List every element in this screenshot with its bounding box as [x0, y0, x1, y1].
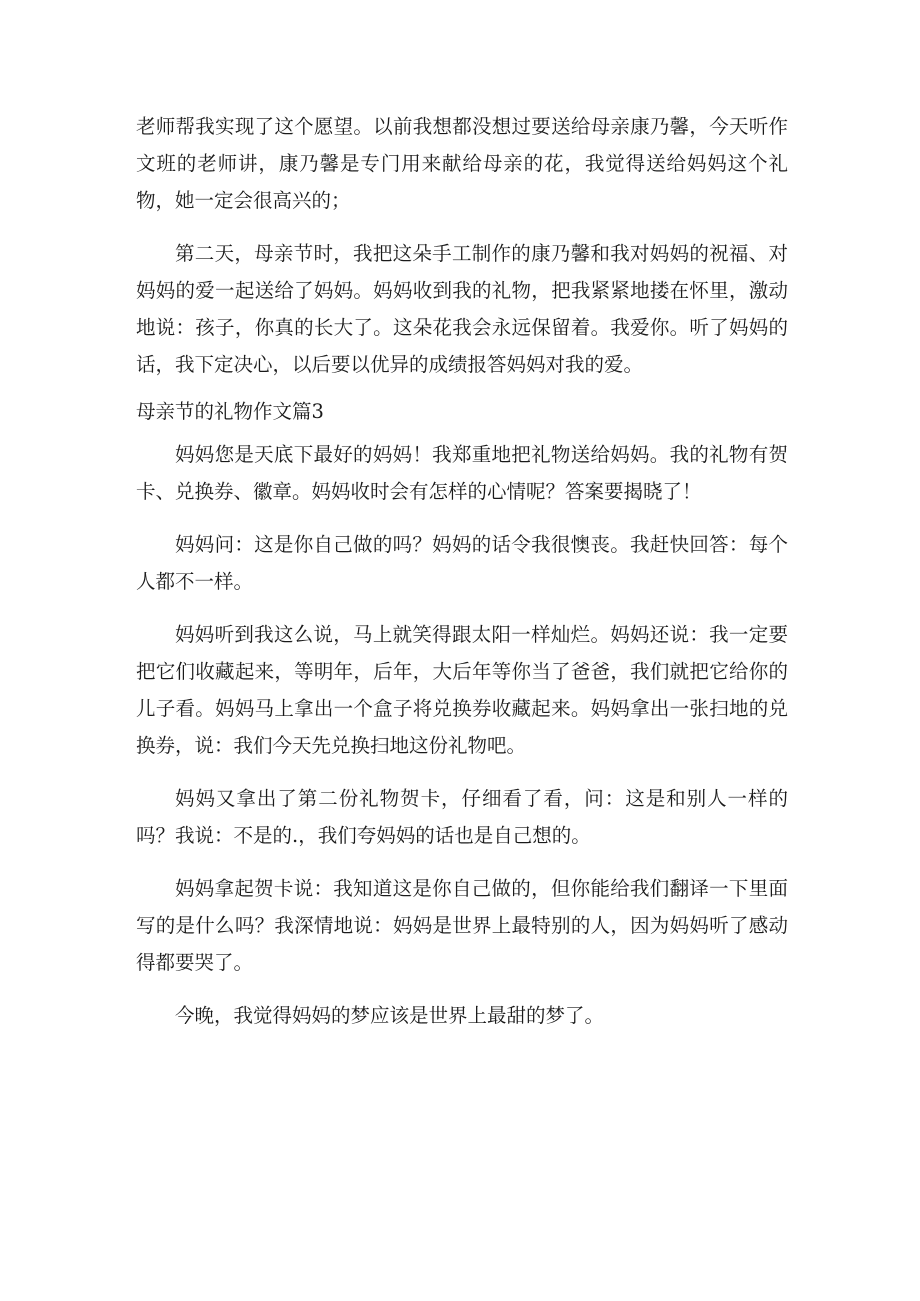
document-page — [136, 108, 788, 1050]
section-heading: 母亲节的礼物作文篇3 — [136, 400, 324, 423]
paragraph: 妈妈您是天底下最好的妈妈！我郑重地把礼物送给妈妈。我的礼物有贺卡、兑换券、徽章。妈妈收时会有怎样的心情呢？答案要揭晓了！ — [136, 443, 788, 503]
paragraph: 妈妈问：这是你自己做的吗？妈妈的话令我很懊丧。我赶快回答：每个人都不一样。 — [136, 533, 788, 593]
paragraph: 妈妈听到我这么说，马上就笑得跟太阳一样灿烂。妈妈还说：我一定要把它们收藏起来，等明年，后年，大后年等你当了爸爸，我们就把它给你的儿子看。妈妈马上拿出一个盒子将兑换券收藏起来。妈妈拿出一张扫地的兑换券，说：我们今天先兑换扫地这份礼物吧。 — [136, 623, 788, 757]
paragraph: 今晚，我觉得妈妈的梦应该是世界上最甜的梦了。 — [175, 1004, 605, 1027]
paragraph: 第二天，母亲节时，我把这朵手工制作的康乃馨和我对妈妈的祝福、对妈妈的爱一起送给了妈妈。妈妈收到我的礼物，把我紧紧地搂在怀里，激动地说：孩子，你真的长大了。这朵花我会永远保留着。我爱你。听了妈妈的话，我下定决心，以后要以优异的成绩报答妈妈对我的爱。 — [136, 242, 788, 376]
paragraph: 妈妈拿起贺卡说：我知道这是你自己做的，但你能给我们翻译一下里面写的是什么吗？我深情地说：妈妈是世界上最特别的人，因为妈妈听了感动得都要哭了。 — [136, 877, 788, 974]
paragraph-continued: 老师帮我实现了这个愿望。以前我想都没想过要送给母亲康乃馨，今天听作文班的老师讲，康乃馨是专门用来献给母亲的花，我觉得送给妈妈这个礼物，她一定会很高兴的； — [136, 115, 788, 212]
paragraph: 妈妈又拿出了第二份礼物贺卡，仔细看了看，问：这是和别人一样的吗？我说：不是的.，我们夸妈妈的话也是自己想的。 — [136, 787, 788, 847]
